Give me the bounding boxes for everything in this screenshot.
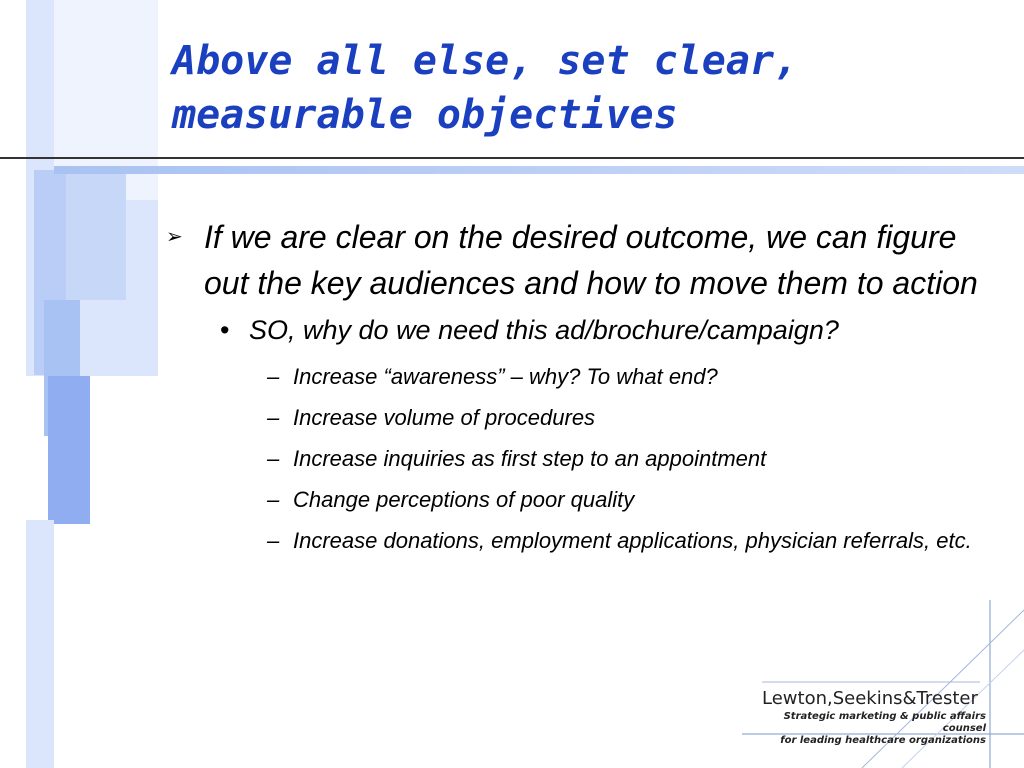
title-line-2: measurable objectives [172,92,678,138]
dash-bullet-icon: – [267,364,280,389]
decor-bar-dark [48,376,90,524]
dot-bullet-icon: • [220,315,230,345]
slide-body [160,214,1010,555]
sub-item-text: Increase inquiries as first step to an appointment [293,446,767,471]
decor-bar-inner [66,170,126,300]
bullet-1-text: If we are clear on the desired outcome, we can figure out the key audiences and how to move them to action [204,219,978,301]
title-divider [0,157,1024,159]
bullet-level-2 [160,310,1010,350]
list-item [160,444,1013,473]
arrow-bullet-icon: ➢ [166,226,183,248]
bullet-2-text: SO, why do we need this ad/brochure/campaign? [249,315,839,345]
title-accent-bar [54,166,1024,174]
logo-name: Lewton,Seekins&Trester [762,688,978,709]
dash-bullet-icon: – [267,487,280,512]
sub-item-text: Increase volume of procedures [293,405,596,430]
list-item [160,485,1013,514]
title-line-1: Above all else, set clear, [172,38,799,84]
dash-bullet-icon: – [267,528,280,553]
slide-title [172,34,1012,142]
sub-item-text: Increase donations, employment applications, physician referrals, etc. [293,528,972,553]
dash-bullet-icon: – [267,446,280,471]
list-item [160,362,1013,391]
sub-item-text: Increase “awareness” – why? To what end? [293,364,718,389]
list-item [160,526,1013,555]
dash-bullet-icon: – [267,405,280,430]
list-item [160,403,1013,432]
bullet-level-1 [160,214,1004,306]
logo-tagline-line-2: for leading healthcare organizations [780,735,986,746]
logo-tagline-line-1: Strategic marketing & public affairs counsel [783,711,986,734]
sub-item-text: Change perceptions of poor quality [293,487,635,512]
decor-bar-thin [26,520,54,768]
logo-tagline [762,711,986,747]
